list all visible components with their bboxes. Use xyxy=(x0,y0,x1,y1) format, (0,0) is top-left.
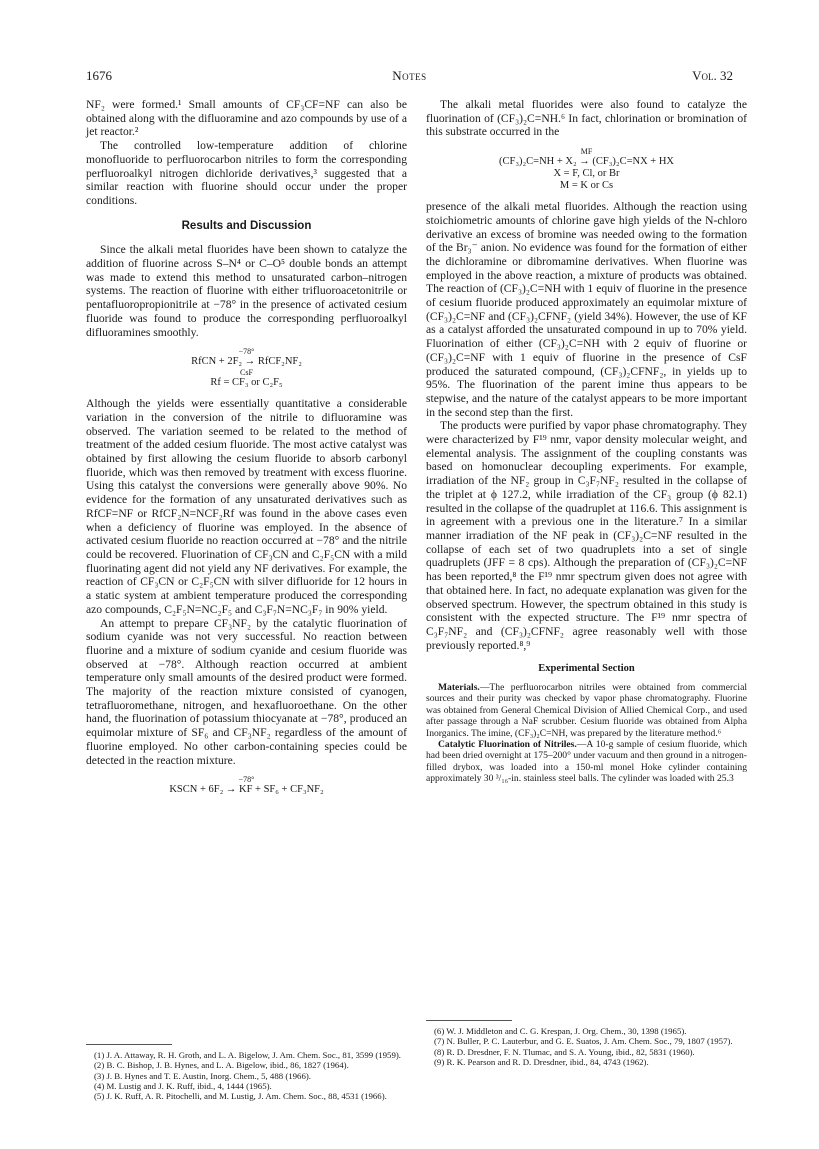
paragraph-body: —A 10-g sample of cesium fluoride, which had been dried overnight at 175–200° under vacuum and then ground in a nitrogen-filled drybox, was loaded into a 150-ml monel Hoke cylinder containing approximately 30 ³/₁₆-in. stainless steel balls. The cylinder was loaded with 25.3 xyxy=(426,739,747,785)
footnote: (4) M. Lustig and J. K. Ruff, ibid., 4, 1444 (1965). xyxy=(94,1080,272,1091)
section-heading-results: Results and Discussion xyxy=(181,219,312,232)
equation-condition-above: −78° xyxy=(238,775,255,785)
paragraph: presence of the alkali metal fluorides. Although the reaction using stoichiometric amounts of chlorine gave high yields of the N-chloro derivative an excess of bromine was needed owing to the formation of the Br₃⁻ anion. No evidence was found for the formation of either the dichloramine or dibromamine derivatives. When fluorine was employed in the above reaction, a mixture of products was obtained. The reaction of (CF₃)₂C=NH with 1 equiv of fluorine in the presence of cesium fluoride produced approximately an equimolar mixture of (CF₃)₂C=NF and (CF₃)₂CFNF₂ (yield 34%). However, the use of KF as a catalyst afforded the unsaturated compound in up to 70% yield. Fluorination of either (CF₃)₂C=NH with 2 equiv of fluorine or (CF₃)₂C=NF with 1 equiv of fluorine in the presence of CsF produced the saturated compound, (CF₃)₂CFNF₂, in yields up to 95%. The fluorination of the parent imine thus appears to be stepwise, and the nature of the catalyst appears to be more important in the second step than the first. xyxy=(426,200,747,419)
equation-definition: M = K or Cs xyxy=(559,180,614,192)
equation-line: KSCN + 6F₂ → KF + SF₆ + CF₃NF₂ xyxy=(169,784,324,796)
equation-definition: Rf = CF₃ or C₂F₅ xyxy=(210,377,283,389)
footnote: (6) W. J. Middleton and C. G. Krespan, J. Org. Chem., 30, 1398 (1965). xyxy=(434,1026,687,1036)
paragraph: Since the alkali metal fluorides have been shown to catalyze the addition of fluorine across S–N⁴ or C–O⁵ double bonds an attempt was made to extend this method to unsaturated carbon–nitrogen systems. The reaction of fluorine with either trifluoroacetonitrile or pentafluoropropionitrile at −78° in the presence of activated cesium fluoride was found to produce the corresponding perfluoroalkyl difluoramines smoothly. xyxy=(86,243,407,339)
paragraph xyxy=(426,739,747,785)
equation-line: RfCN + 2F₂ → RfCF₂NF₂ xyxy=(191,356,302,368)
footnote: (9) R. K. Pearson and R. D. Dresdner, ibid., 84, 4743 (1962). xyxy=(434,1056,649,1067)
paragraph: The products were purified by vapor phase chromatography. They were characterized by F¹⁹ nmr, vapor density molecular weight, and elemental analysis. The assignment of the coupling constants was based on homonuclear decoupling experiments. For example, irradiation of the NF₂ group in C₃F₇NF₂ resulted in the collapse of the triplet at ϕ 127.2, while irradiation of the CF₃ group (ϕ 82.1) resulted in the collapse of the quadruplet at 116.6. This assignment is in agreement with a previous one in the literature.⁷ In a similar manner irradiation of the NF peak in (CF₃)₂C=NF resulted in the collapse of each set of two quadruplets into a set of single quadruplets (JFF = 8 cps). Although the preparation of (CF₃)₂C=NF has been reported,⁸ the F¹⁹ nmr spectrum given does not agree with that obtained here. In fact, no adequate explanation was given for the observed spectrum. However, the spectrum obtained in this study is consistent with the expected structure. The F¹⁹ nmr spectra of C₃F₇NF₂ and (CF₃)₂CFNF₂ agree reasonably well with those previously reported.⁸,⁹ xyxy=(426,419,747,652)
run-in-title: Catalytic Fluorination of Nitriles. xyxy=(438,739,577,751)
equation-2 xyxy=(86,775,407,796)
paragraph: An attempt to prepare CF₃NF₂ by the catalytic fluorination of sodium cyanide was not very successful. No reaction between fluorine and a mixture of sodium cyanide and cesium fluoride was observed at −78°. Although reaction occurred at ambient temperature only small amounts of the desired product were formed. The majority of the reaction mixture consisted of cyanogen, tetrafluoromethane, nitrogen, and hexafluoroethane. On the other hand, the fluorination of potassium thiocyanate at −78°, produced an equimolar mixture of SF₆ and CF₃NF₂ regardless of the amount of fluorine employed. No other carbon-containing species could be detected in the reaction mixture. xyxy=(86,616,407,767)
footnote-rule xyxy=(426,1020,512,1021)
section-heading-experimental: Experimental Section xyxy=(538,663,635,675)
footnote: (2) B. C. Bishop, J. B. Hynes, and L. A. Bigelow, ibid., 86, 1827 (1964). xyxy=(94,1060,349,1071)
paragraph xyxy=(426,682,747,739)
running-section-title: Notes xyxy=(392,68,427,83)
paragraph: The alkali metal fluorides were also found to catalyze the fluorination of (CF₃)₂C=NH.⁶ In fact, chlorination or bromination of this substrate occurred in the xyxy=(426,98,747,139)
footnotes-left xyxy=(86,1044,407,1101)
experimental-text xyxy=(426,682,747,785)
paragraph: NF₂ were formed.¹ Small amounts of CF₃CF=NF can also be obtained along with the difluoramine and azo compounds by use of a jet reactor.² xyxy=(86,98,407,139)
paragraph: The controlled low-temperature addition of chlorine monofluoride to perfluorocarbon nitriles to form the corresponding perfluoroalkyl nitrogen dichloride derivatives,³ suggested that a similar reaction with fluorine should occur under the proper conditions. xyxy=(86,139,407,207)
equation-1 xyxy=(86,347,407,389)
equation-3 xyxy=(426,147,747,192)
page-number: 1676 xyxy=(86,68,112,83)
footnote-rule xyxy=(86,1044,172,1045)
equation-line: (CF₃)₂C=NH + X₂ → (CF₃)₂C=NX + HX xyxy=(499,156,674,168)
paragraph: Although the yields were essentially quantitative a considerable variation in the conversion of the nitrile to difluoramine was observed. The variation seemed to be related to the method of treatment of the added cesium fluoride. The most active catalyst was obtained by first allowing the cesium fluoride to absorb carbonyl fluoride, which was then removed by treatment with excess fluorine. Using this catalyst the conversions were generally above 90%. No evidence for the formation of any unsaturated derivatives such as RfCF=NF or RfCF₂N=NCF₂Rf was found in the above cases even when a deficiency of fluorine was employed. In the absence of activated cesium fluoride no reaction occurred at −78° and the nitrile could be recovered. Fluorination of CF₃CN and C₂F₅CN with a mild fluorinating agent did not yield any NF derivatives. For example, the reaction of CF₃CN or C₂F₅CN with silver difluoride for 12 hours in a static system at ambient temperature produced the corresponding azo compounds, C₂F₅N=NC₂F₅ and C₃F₇N=NC₃F₇ in 90% yield. xyxy=(86,397,407,616)
equation-definition: X = F, Cl, or Br xyxy=(553,168,620,180)
equation-condition-below: CsF xyxy=(240,368,253,378)
footnote: (8) R. D. Dresdner, F. N. Tlumac, and S. A. Young, ibid., 82, 5831 (1960). xyxy=(434,1046,695,1057)
left-column xyxy=(86,98,407,804)
footnote: (3) J. B. Hynes and T. E. Austin, Inorg. Chem., 5, 488 (1966). xyxy=(94,1070,311,1081)
equation-condition-above: −78° xyxy=(238,347,255,357)
equation-condition-above: MF xyxy=(580,147,593,157)
footnote: (7) N. Buller, P. C. Lauterbur, and G. E. Suatos, J. Am. Chem. Soc., 79, 1807 (1957). xyxy=(434,1036,733,1047)
right-column xyxy=(426,98,747,785)
footnotes-right xyxy=(426,1020,747,1067)
footnote: (5) J. K. Ruff, A. R. Pitochelli, and M. Lustig, J. Am. Chem. Soc., 88, 4531 (1966). xyxy=(94,1091,387,1102)
run-in-title: Materials. xyxy=(438,682,480,694)
footnote: (1) J. A. Attaway, R. H. Groth, and L. A. Bigelow, J. Am. Chem. Soc., 81, 3599 (1959). xyxy=(94,1050,401,1060)
paragraph-body: —The perfluorocarbon nitriles were obtained from commercial sources and their purity was checked by vapor phase chromatography. Fluorine was obtained from General Chemical Division of Allied Chemical Corp., and used after passage through a NaF scrubber. Cesium fluoride was obtained from Alpha Inorganics. The imine, (CF₃)₂C=NH, was prepared by the literature method.⁶ xyxy=(426,682,747,739)
volume-label: Vol. 32 xyxy=(692,68,733,83)
